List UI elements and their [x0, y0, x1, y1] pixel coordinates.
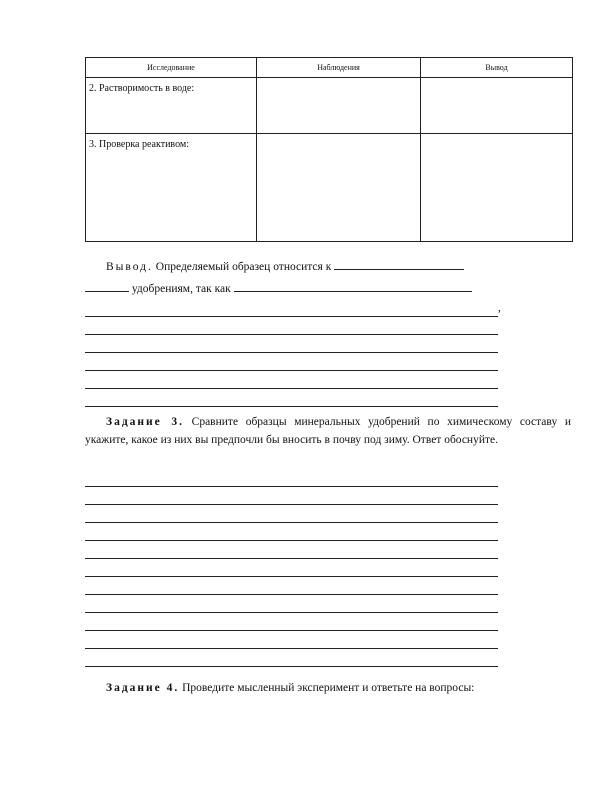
row-reagent-observation-cell[interactable]	[257, 134, 421, 242]
task-4-paragraph	[106, 682, 474, 694]
answer-line[interactable]	[85, 558, 498, 559]
conclusion-line-1	[106, 258, 464, 273]
conclusion-lead: Вывод.	[106, 261, 153, 273]
conclusion-comma: ,	[498, 302, 501, 314]
reason-blank[interactable]	[234, 280, 472, 292]
answer-line[interactable]	[85, 352, 498, 353]
observation-table	[85, 57, 573, 242]
answer-line[interactable]	[85, 388, 498, 389]
fertilizer-type-blank[interactable]	[334, 258, 464, 270]
header-observations: Наблюдения	[257, 58, 421, 78]
conclusion-line-2	[85, 280, 472, 295]
answer-line[interactable]	[85, 486, 498, 487]
answer-line[interactable]	[85, 316, 498, 317]
answer-line[interactable]	[85, 406, 498, 407]
table-header-row	[86, 58, 573, 78]
header-research: Исследование	[86, 58, 257, 78]
answer-line[interactable]	[85, 594, 498, 595]
fertilizer-type-blank-continued[interactable]	[85, 280, 129, 292]
conclusion-line2-text: удобрениям, так как	[131, 283, 231, 295]
header-conclusion: Вывод	[421, 58, 573, 78]
answer-line[interactable]	[85, 612, 498, 613]
task-3-paragraph	[85, 413, 571, 449]
row-reagent-label: 3. Проверка реактивом:	[86, 134, 257, 242]
answer-line[interactable]	[85, 334, 498, 335]
table-row	[86, 134, 573, 242]
task-4-label: Задание 4.	[106, 682, 180, 694]
conclusion-line1-text: Определяемый образец относится к	[155, 261, 332, 273]
row-solubility-conclusion-cell[interactable]	[421, 78, 573, 134]
row-reagent-conclusion-cell[interactable]	[421, 134, 573, 242]
answer-line[interactable]	[85, 522, 498, 523]
answer-line[interactable]	[85, 630, 498, 631]
table-row	[86, 78, 573, 134]
answer-line[interactable]	[85, 576, 498, 577]
task-4-text: Проведите мысленный эксперимент и ответьте на вопросы:	[182, 682, 475, 694]
row-solubility-observation-cell[interactable]	[257, 78, 421, 134]
row-solubility-label: 2. Растворимость в воде:	[86, 78, 257, 134]
answer-line[interactable]	[85, 370, 498, 371]
task-3-label: Задание 3.	[106, 416, 185, 428]
answer-line[interactable]	[85, 504, 498, 505]
task-3-text: Сравните образцы минеральных удобрений по химическому составу и укажите, какое из них вы предпочли бы вносить в почву под зиму. Ответ обоснуйте.	[85, 416, 571, 446]
answer-line[interactable]	[85, 648, 498, 649]
answer-line[interactable]	[85, 540, 498, 541]
answer-line[interactable]	[85, 666, 498, 667]
